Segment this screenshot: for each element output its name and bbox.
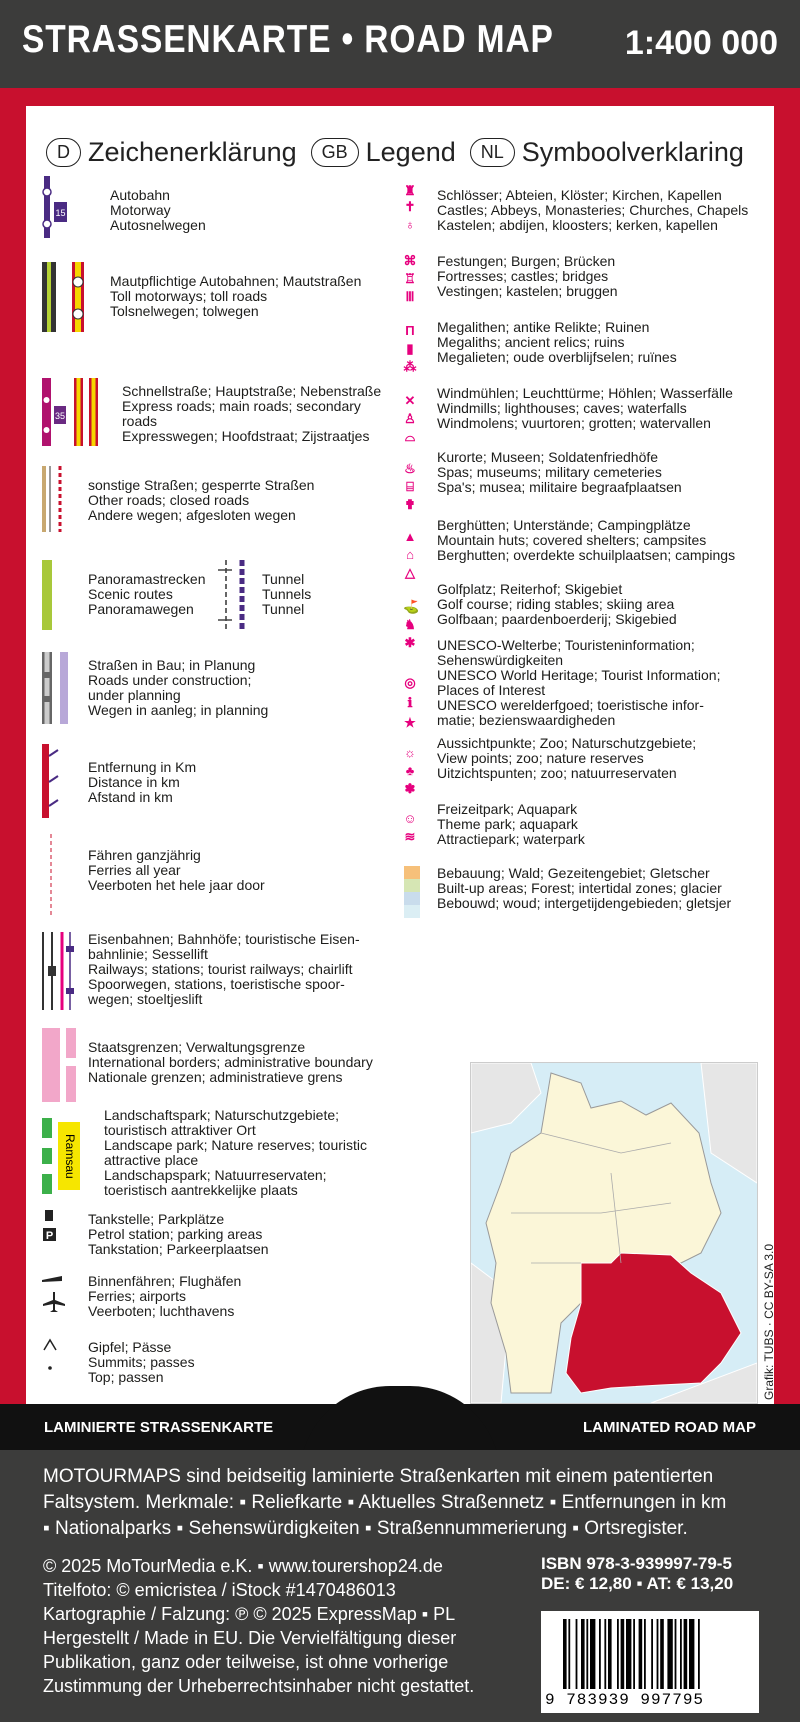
legend-item-landscape: Landschaftspark; Naturschutzgebiete; touristisch attraktiver Ort Landscape park; Nature reserves; touristic attractive place Landschapspark; Natuurreservaten; toeristisch aantrekkelijke plaats bbox=[104, 1107, 368, 1198]
legend-item-huts: Berghütten; Unterstände; Campingplätze Mountain huts; covered shelters; campsites Berghutten; overdekte schuilplaatsen; campings bbox=[437, 517, 736, 563]
spa-icon: ♨ bbox=[404, 461, 416, 476]
relic-icon: ▮ bbox=[406, 341, 414, 356]
legend-item-scenic: Panoramastrecken Scenic routes Panoramawegen bbox=[88, 571, 206, 617]
ski-icon: ✱ bbox=[404, 635, 416, 650]
place-badge: Ramsau bbox=[63, 1134, 77, 1179]
band-label-en: LAMINATED ROAD MAP bbox=[582, 1419, 756, 1436]
barcode-stripe bbox=[667, 1619, 672, 1689]
ferry-airport-symbol bbox=[40, 1270, 68, 1312]
waterfall-icon: ⌓ bbox=[404, 429, 416, 444]
band-label-de: LAMINIERTE STRASSENKARTE bbox=[44, 1419, 274, 1436]
legend-item-toll: Mautpflichtige Autobahnen; Mautstraßen Toll motorways; toll roads Tolsnelwegen; tolwegen bbox=[110, 273, 362, 319]
lang-code-nl: NL bbox=[470, 138, 515, 167]
shelter-icon: ⌂ bbox=[406, 547, 414, 562]
legend-item-megaliths: Megalithen; antike Relikte; Ruinen Megaliths; ancient relics; ruins Megalieten; oude overblijfselen; ruïnes bbox=[437, 319, 677, 365]
roads-under-construction-symbol bbox=[40, 652, 76, 724]
isbn-number: ISBN 978-3-939997-79-5 bbox=[541, 1554, 732, 1573]
mountain-hut-icon: ▲ bbox=[403, 529, 417, 544]
riding-icon: ♞ bbox=[404, 617, 416, 632]
barcode-stripe bbox=[698, 1619, 700, 1689]
barcode-stripe bbox=[617, 1619, 619, 1689]
legend-item-airports: Binnenfähren; Flughäfen Ferries; airports Veerboten; luchthavens bbox=[88, 1273, 242, 1319]
motorway-badge: 15 bbox=[55, 208, 66, 218]
legend-item-railways: Eisenbahnen; Bahnhöfe; touristische Eisen- bahnlinie; Sessellift Railways; stations; tourist railways; chairlift Spoorwegen, stations, toeristische spoor- wegen; stoeltjeslift bbox=[88, 931, 360, 1007]
price: DE: € 12,80 ▪ AT: € 13,20 bbox=[541, 1574, 734, 1593]
barcode-stripe bbox=[568, 1619, 570, 1689]
barcode-stripe bbox=[639, 1619, 643, 1689]
legend-item-distance: Entfernung in Km Distance in km Afstand in km bbox=[88, 759, 197, 805]
express-road-badge: 35 bbox=[54, 411, 66, 421]
legend-item-castles: Schlösser; Abteien, Klöster; Kirchen, Kapellen Castles; Abbeys, Monasteries; Churches, Chapels Kastelen; abdijen, kloosters; kerken, kapellen bbox=[437, 187, 749, 233]
bridge-icon: Ⅲ bbox=[405, 289, 415, 304]
chapel-icon: ♁ bbox=[405, 217, 415, 232]
legend-item-other-roads: sonstige Straßen; gesperrte Straßen Other roads; closed roads Andere wegen; afgesloten wegen bbox=[88, 477, 315, 523]
lighthouse-icon: ♙ bbox=[404, 411, 416, 426]
nature-reserve-icon: ✽ bbox=[404, 781, 416, 796]
sight-icon: ★ bbox=[404, 715, 416, 730]
ruins-icon: ⁂ bbox=[403, 359, 417, 374]
legend-item-unesco: UNESCO-Welterbe; Touristeninformation; Sehenswürdigkeiten UNESCO World Heritage; Tourist Information; Places of Interest UNESCO werelderfgoed; toeristische infor- matie; bezienswaardigheden bbox=[437, 637, 721, 728]
barcode-stripe bbox=[608, 1619, 612, 1689]
legend-title-de: Zeichenerklärung bbox=[88, 136, 297, 167]
barcode bbox=[541, 1611, 759, 1713]
barcode-stripe bbox=[586, 1619, 588, 1689]
barcode-stripe bbox=[576, 1619, 578, 1689]
golf-icon: ⛳ bbox=[403, 599, 420, 614]
legend-title-nl: Symboolverklaring bbox=[521, 136, 744, 167]
other-roads-symbol bbox=[40, 466, 70, 532]
barcode-stripe bbox=[680, 1619, 682, 1689]
legend-title-en: Legend bbox=[365, 136, 456, 167]
viewpoint-icon: ☼ bbox=[404, 745, 416, 760]
barcode-stripe bbox=[644, 1619, 646, 1689]
barcode-stripe bbox=[684, 1619, 688, 1689]
legend-item-construction: Straßen in Bau; in Planung Roads under construction; under planning Wegen in aanleg; in planning bbox=[88, 657, 269, 718]
windmill-icon: ✕ bbox=[404, 393, 416, 408]
info-icon: ℹ bbox=[407, 695, 413, 710]
legend-item-golf: Golfplatz; Reiterhof; Skigebiet Golf course; riding stables; skiing area Golfbaan; paardenboerderij; Skigebied bbox=[437, 581, 677, 627]
toll-road-symbol bbox=[40, 262, 90, 332]
summit-pass-symbol bbox=[42, 1336, 62, 1376]
aquapark-icon: ≋ bbox=[404, 829, 416, 844]
castle-ruin-icon: ♖ bbox=[404, 271, 416, 286]
barcode-stripe bbox=[621, 1619, 625, 1689]
barcode-stripe bbox=[604, 1619, 606, 1689]
fortress-icon: ⌘ bbox=[403, 253, 417, 268]
lang-code-gb: GB bbox=[311, 138, 359, 167]
unesco-icon: ◎ bbox=[404, 675, 416, 690]
church-icon: ✝ bbox=[404, 199, 416, 214]
barcode-stripe bbox=[626, 1619, 631, 1689]
legend-item-spas: Kurorte; Museen; Soldatenfriedhöfe Spas; museums; military cemeteries Spa's; musea; militaire begraafplaatsen bbox=[437, 449, 682, 495]
legend-item-viewpoints: Aussichtpunkte; Zoo; Naturschutzgebiete; View points; zoo; nature reserves Uitzichtspunten; zoo; natuurreservaten bbox=[437, 735, 697, 781]
map-title: STRASSENKARTE • ROAD MAP bbox=[22, 18, 554, 61]
distance-symbol bbox=[40, 744, 70, 818]
barcode-stripe bbox=[689, 1619, 694, 1689]
legend-item-windmills: Windmühlen; Leuchttürme; Höhlen; Wasserfälle Windmills; lighthouses; caves; waterfalls Windmolens; vuurtoren; grotten; watervallen bbox=[437, 385, 733, 431]
lang-code-d: D bbox=[46, 138, 81, 167]
barcode-stripe bbox=[675, 1619, 677, 1689]
barcode-stripe bbox=[657, 1619, 659, 1689]
tunnel-symbol bbox=[218, 560, 252, 630]
motorway-symbol bbox=[40, 176, 82, 238]
legend-item-motorway: Autobahn Motorway Autosnelwegen bbox=[110, 187, 206, 233]
borders-symbol bbox=[40, 1028, 80, 1102]
map-credit: Grafik: TUBS · CC BY-SA 3.0 bbox=[762, 1243, 776, 1400]
express-road-symbol bbox=[40, 378, 102, 446]
megalith-icon: Π bbox=[405, 323, 415, 338]
barcode-stripe bbox=[660, 1619, 664, 1689]
landscape-park-symbol bbox=[40, 1118, 90, 1194]
germany-map-graphic bbox=[471, 1063, 757, 1403]
barcode-stripe bbox=[633, 1619, 635, 1689]
product-description: MOTOURMAPS sind beidseitig laminierte Straßenkarten mit einem patentierten Faltsystem. Merkmale: ▪ Reliefkarte ▪ Aktuelles Straßennetz ▪ Entfernungen in km ▪ Nationalparks ▪ Sehenswürdigkeiten ▪ Straßennummerierung ▪ Ortsregister. bbox=[43, 1466, 727, 1539]
scenic-route-symbol bbox=[40, 560, 54, 630]
campsite-icon: △ bbox=[405, 565, 415, 580]
legend-item-fortresses: Festungen; Burgen; Brücken Fortresses; castles; bridges Vestingen; kastelen; bruggen bbox=[437, 253, 618, 299]
legend-header bbox=[46, 132, 758, 172]
barcode-stripe bbox=[599, 1619, 601, 1689]
legend-item-express: Schnellstraße; Hauptstraße; Nebenstraße Express roads; main roads; secondary roads Expresswegen; Hoofdstraat; Zijstraatjes bbox=[122, 383, 382, 444]
barcode-stripe bbox=[581, 1619, 585, 1689]
theme-park-icon: ☺ bbox=[403, 811, 417, 826]
museum-icon: ⌸ bbox=[406, 479, 414, 494]
barcode-digits: 9 783939 997795 bbox=[545, 1691, 705, 1709]
legend-item-borders: Staatsgrenzen; Verwaltungsgrenze International borders; administrative boundary Nationale grenzen; administratieve grens bbox=[88, 1039, 373, 1085]
legend-item-built-up: Bebauung; Wald; Gezeitengebiet; Gletscher Built-up areas; Forest; intertidal zones; glacier Bebouwd; woud; intergetijdengebieden; gletsjer bbox=[437, 865, 732, 911]
castle-icon: ♜ bbox=[404, 183, 416, 198]
ferry-symbol bbox=[48, 834, 54, 916]
imprint: © 2025 MoTourMedia e.K. ▪ www.tourershop24.de Titelfoto: © emicristea / iStock #1470486013 Kartographie / Falzung: ℗ © 2025 ExpressMap ▪ PL Hergestellt / Made in EU. Die Vervielfältigung dieser Publikation, ganz oder teilweise, ist ohne vorherige Zustimmung der Urheberrechtsinhaber nicht gestattet. bbox=[43, 1556, 475, 1696]
svg-text:P: P bbox=[45, 1230, 54, 1242]
railway-symbol bbox=[40, 932, 80, 1010]
area-swatches-icon bbox=[404, 866, 420, 918]
cemetery-icon: ✟ bbox=[404, 497, 416, 512]
barcode-stripe bbox=[651, 1619, 653, 1689]
barcode-stripe bbox=[590, 1619, 595, 1689]
zoo-icon: ♣ bbox=[405, 763, 415, 778]
petrol-parking-symbol bbox=[42, 1208, 62, 1244]
legend-item-summits: Gipfel; Pässe Summits; passes Top; passen bbox=[88, 1339, 195, 1385]
legend-item-tunnel: Tunnel Tunnels Tunnel bbox=[262, 571, 312, 617]
legend-item-ferries: Fähren ganzjährig Ferries all year Veerboten het hele jaar door bbox=[88, 847, 265, 893]
barcode-bars bbox=[563, 1619, 737, 1689]
map-scale: 1:400 000 bbox=[624, 24, 778, 62]
isbn-block bbox=[541, 1554, 733, 1594]
legend-item-theme-park: Freizeitpark; Aquapark Theme park; aquapark Attractiepark; waterpark bbox=[437, 801, 585, 847]
header-bar bbox=[0, 0, 800, 88]
legend-item-petrol: Tankstelle; Parkplätze Petrol station; parking areas Tankstation; Parkeerplaatsen bbox=[88, 1211, 269, 1257]
overview-map bbox=[470, 1062, 758, 1404]
barcode-stripe bbox=[563, 1619, 567, 1689]
